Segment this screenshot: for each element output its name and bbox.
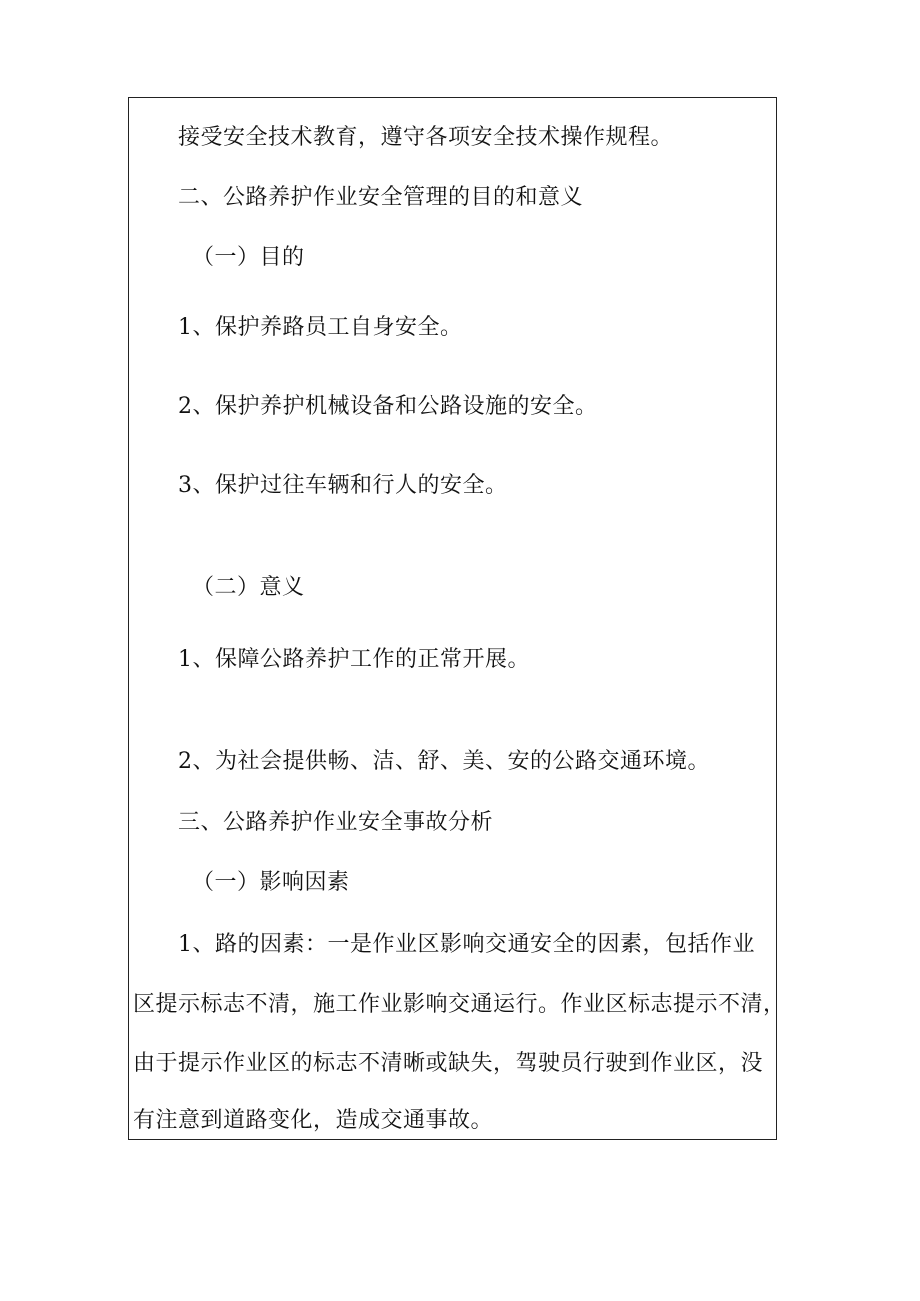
- section-heading-accident-analysis: 三、公路养护作业安全事故分析: [178, 810, 494, 835]
- paragraph-road-factors-line-4: 有注意到道路变化，造成交通事故。: [133, 1108, 494, 1133]
- list-item-significance-2: 2、为社会提供畅、洁、舒、美、安的公路交通环境。: [178, 749, 710, 774]
- paragraph-road-factors-line-2: 区提示标志不清，施工作业影响交通运行。作业区标志提示不清，: [133, 992, 786, 1017]
- list-item-purpose-1: 1、保护养路员工自身安全。: [178, 315, 463, 340]
- subheading-significance: （二）意义: [192, 575, 305, 600]
- list-item-purpose-2: 2、保护养护机械设备和公路设施的安全。: [178, 394, 598, 419]
- list-item-purpose-3: 3、保护过往车辆和行人的安全。: [178, 473, 508, 498]
- subheading-purpose: （一）目的: [192, 245, 305, 270]
- paragraph-road-factors-line-1: 1、路的因素：一是作业区影响交通安全的因素，包括作业: [178, 932, 755, 957]
- subheading-influencing-factors: （一）影响因素: [192, 870, 350, 895]
- text-line-education: 接受安全技术教育，遵守各项安全技术操作规程。: [178, 125, 674, 150]
- paragraph-road-factors-line-3: 由于提示作业区的标志不清晰或缺失，驾驶员行驶到作业区，没: [133, 1051, 764, 1076]
- list-item-significance-1: 1、保障公路养护工作的正常开展。: [178, 647, 530, 672]
- section-heading-purpose-significance: 二、公路养护作业安全管理的目的和意义: [178, 185, 584, 210]
